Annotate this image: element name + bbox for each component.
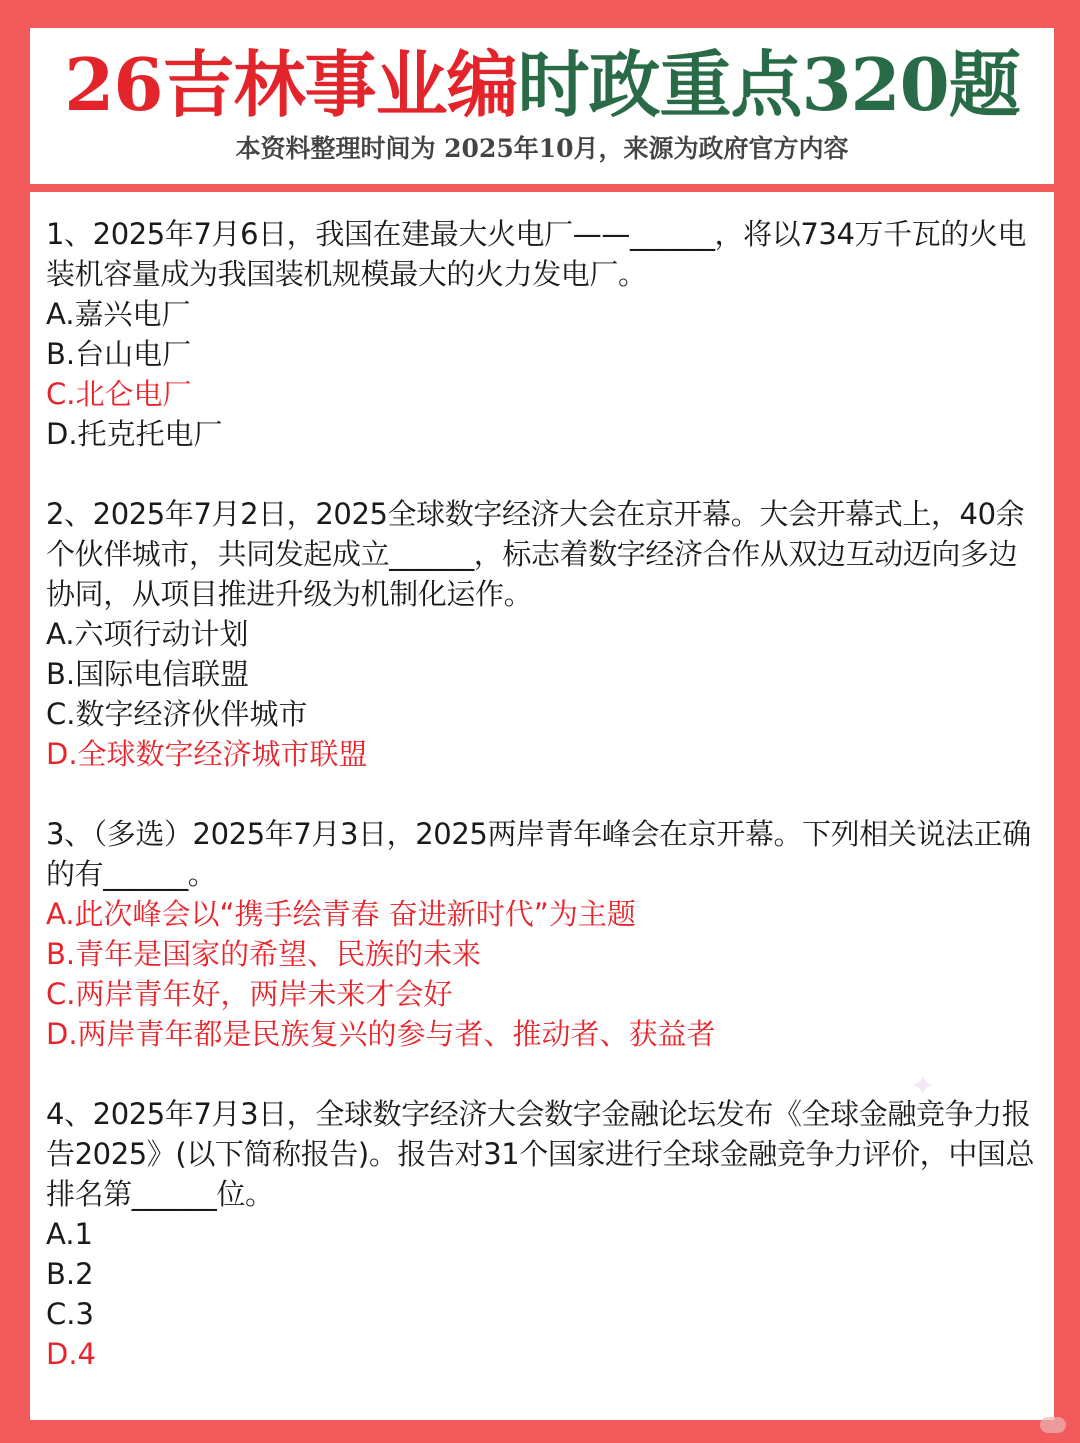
- question-stem: 1、2025年7月6日，我国在建最大火电厂——______，将以734万千瓦的火电装机容量成为我国装机规模最大的火力发电厂。: [46, 217, 1027, 291]
- answer-option: A.嘉兴电厂: [46, 297, 191, 331]
- question-card: [30, 192, 1054, 1420]
- sparkle-icon: ✦: [910, 1069, 936, 1104]
- answer-option-correct: B.青年是国家的希望、民族的未来: [46, 937, 482, 971]
- watermark-badge: [1040, 1417, 1066, 1433]
- answer-option-correct: D.两岸青年都是民族复兴的参与者、推动者、获益者: [46, 1017, 716, 1051]
- answer-option: B.国际电信联盟: [46, 657, 250, 691]
- question-item: [46, 1094, 1040, 1374]
- answer-option-correct: C.两岸青年好，两岸未来才会好: [46, 977, 453, 1011]
- question-list: [46, 214, 1040, 1374]
- answer-option: D.托克托电厂: [46, 417, 223, 451]
- question-item: [46, 814, 1040, 1054]
- answer-option-correct: A.此次峰会以“携手绘青春 奋进新时代”为主题: [46, 897, 636, 931]
- question-item: [46, 494, 1040, 774]
- answer-option-correct: D.4: [46, 1337, 96, 1371]
- title-part-red: 26吉林事业编: [64, 42, 518, 127]
- question-stem: 4、2025年7月3日，全球数字经济大会数字金融论坛发布《全球金融竞争力报告2025》(以下简称报告)。报告对31个国家进行全球金融竞争力评价，中国总排名第______位。: [46, 1097, 1035, 1211]
- question-stem: 2、2025年7月2日，2025全球数字经济大会在京开幕。大会开幕式上，40余个伙伴城市，共同发起成立______，标志着数字经济合作从双边互动迈向多边协同，从项目推进升级为机制化运作。: [46, 497, 1025, 611]
- page-title: [30, 40, 1054, 130]
- question-stem: 3、（多选）2025年7月3日，2025两岸青年峰会在京开幕。下列相关说法正确的有______。: [46, 817, 1031, 891]
- answer-option-correct: C.北仑电厂: [46, 377, 192, 411]
- answer-option: C.数字经济伙伴城市: [46, 697, 308, 731]
- answer-option: A.六项行动计划: [46, 617, 249, 651]
- answer-option: C.3: [46, 1297, 94, 1331]
- page-subtitle: 本资料整理时间为 2025年10月，来源为政府官方内容: [235, 134, 849, 163]
- answer-option: B.台山电厂: [46, 337, 192, 371]
- title-part-green: 时政重点320题: [517, 42, 1020, 127]
- answer-option: B.2: [46, 1257, 94, 1291]
- answer-option: A.1: [46, 1217, 93, 1251]
- answer-option-correct: D.全球数字经济城市联盟: [46, 737, 368, 771]
- header-card: [30, 28, 1054, 184]
- question-item: [46, 214, 1040, 454]
